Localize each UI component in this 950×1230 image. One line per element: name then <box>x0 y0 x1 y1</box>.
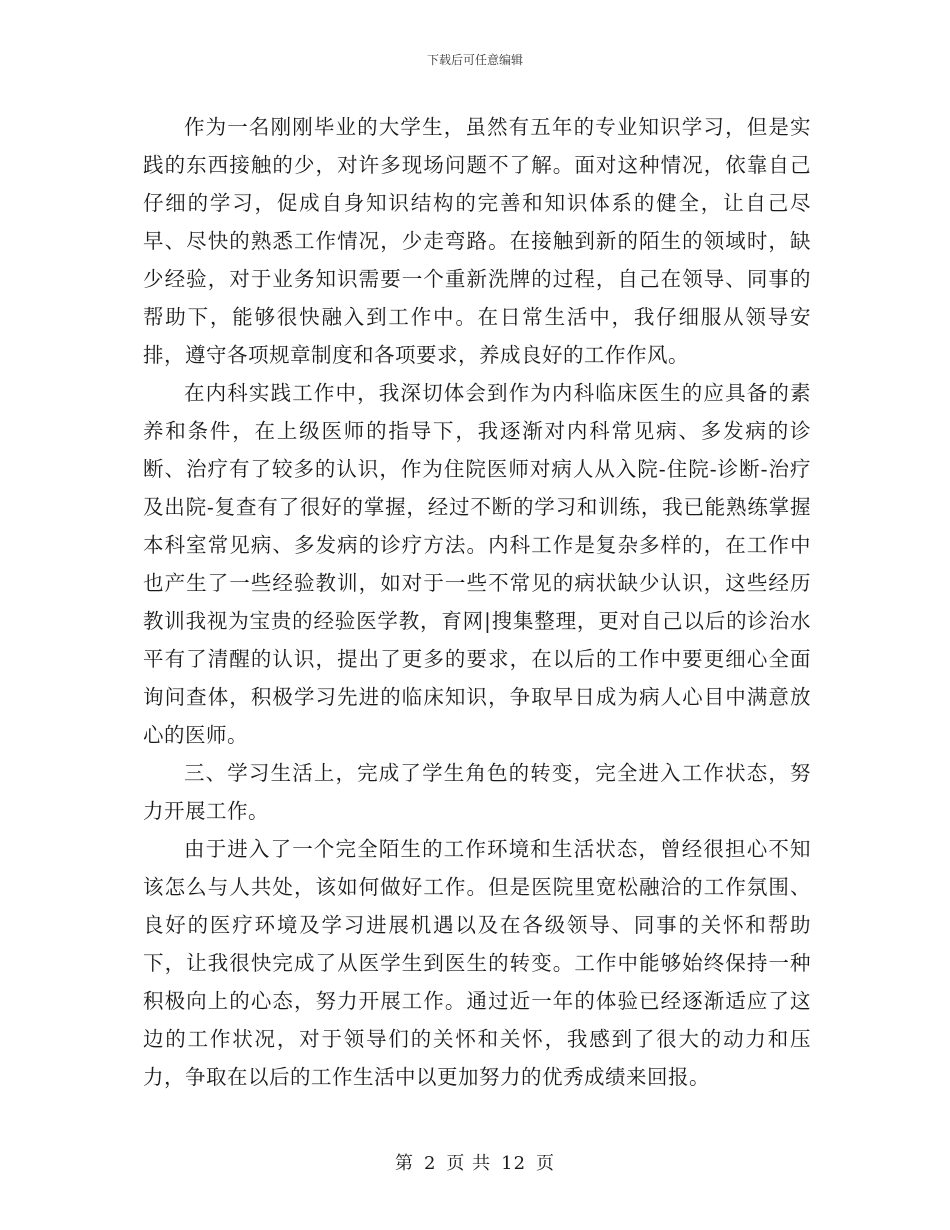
footer-total-pages: 12 <box>501 1153 527 1174</box>
paragraph-1: 作为一名刚刚毕业的大学生，虽然有五年的专业知识学习，但是实践的东西接触的少，对许多现场问题不了解。面对这种情况，依靠自己仔细的学习，促成自身知识结构的完善和知识体系的健全，让自己尽早、尽快的熟悉工作情况，少走弯路。在接触到新的陌生的领域时，缺少经验，对于业务知识需要一个重新洗牌的过程，自己在领导、同事的帮助下，能够很快融入到工作中。在日常生活中，我仔细服从领导安排，遵守各项规章制度和各项要求，养成良好的工作作风。 <box>143 115 811 367</box>
footer-suffix: 页 <box>536 1153 556 1174</box>
page-header-note: 下载后可任意编辑 <box>426 53 523 67</box>
footer-current-page: 2 <box>423 1153 437 1174</box>
document-body <box>143 108 811 1096</box>
paragraph-4: 由于进入了一个完全陌生的工作环境和生活状态，曾经很担心不知该怎么与人共处，该如何做好工作。但是医院里宽松融洽的工作氛围、良好的医疗环境及学习进展机遇以及在各级领导、同事的关怀和帮助下，让我很快完成了从医学生到医生的转变。工作中能够始终保持一种积极向上的心态，努力开展工作。通过近一年的体验已经逐渐适应了这边的工作状况，对于领导们的关怀和关怀，我感到了很大的动力和压力，争取在以后的工作生活中以更加努力的优秀成绩来回报。 <box>143 837 811 1089</box>
footer-prefix: 第 <box>394 1153 414 1174</box>
footer-middle: 页 共 <box>446 1153 492 1174</box>
page-number-footer <box>0 1152 950 1176</box>
paragraph-3: 三、学习生活上，完成了学生角色的转变，完全进入工作状态，努力开展工作。 <box>143 761 811 823</box>
paragraph-2: 在内科实践工作中，我深切体会到作为内科临床医生的应具备的素养和条件，在上级医师的指导下，我逐渐对内科常见病、多发病的诊断、治疗有了较多的认识，作为住院医师对病人从入院-住院-诊断-治疗及出院-复查有了很好的掌握，经过不断的学习和训练，我已能熟练掌握本科室常见病、多发病的诊疗方法。内科工作是复杂多样的，在工作中也产生了一些经验教训，如对于一些不常见的病状缺少认识，这些经历教训我视为宝贵的经验医学教，育网|搜集整理，更对自己以后的诊治水平有了清醒的认识，提出了更多的要求，在以后的工作中要更细心全面询问查体，积极学习先进的临床知识，争取早日成为病人心目中满意放心的医师。 <box>143 381 811 747</box>
